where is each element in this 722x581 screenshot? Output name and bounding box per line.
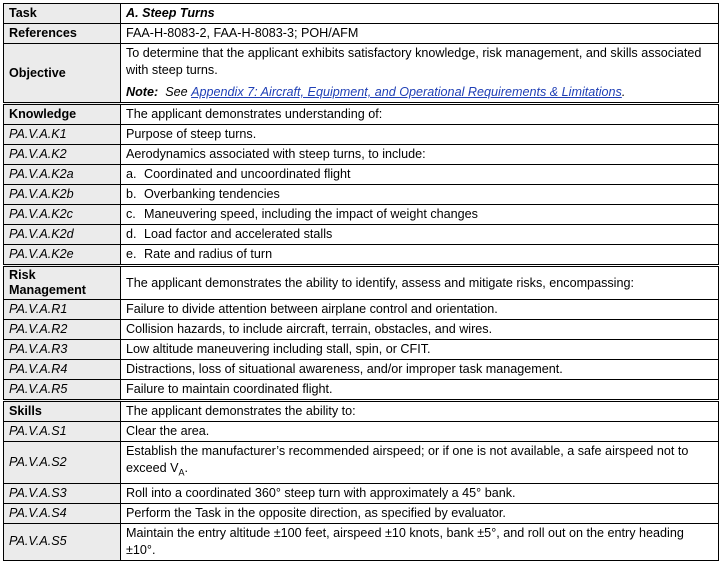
objective-text: To determine that the applicant exhibits satisfactory knowledge, risk management, and skills associated with steep turns. [126, 46, 702, 77]
note-label: Note: [126, 85, 159, 99]
sub-letter: c. [126, 207, 136, 221]
risk-label-line2: Management [9, 283, 86, 297]
sub-letter: e. [126, 247, 137, 261]
skills-header-row [4, 401, 719, 422]
sub-text: Overbanking tendencies [144, 187, 280, 201]
table-row [4, 225, 719, 245]
table-row [4, 380, 719, 401]
risk-intro: The applicant demonstrates the ability to identify, assess and mitigate risks, encompassing: [121, 266, 719, 300]
element-code: PA.V.A.K2d [4, 225, 121, 245]
element-code: PA.V.A.R2 [4, 320, 121, 340]
element-subtext [121, 245, 719, 266]
table-row [4, 185, 719, 205]
table-row [4, 300, 719, 320]
sub-letter: b. [126, 187, 137, 201]
table-row [4, 483, 719, 503]
table-row [4, 503, 719, 523]
note-suffix: . [621, 85, 626, 99]
sub-text: Rate and radius of turn [144, 247, 273, 261]
sub-text: Load factor and accelerated stalls [144, 227, 333, 241]
element-code: PA.V.A.K2c [4, 205, 121, 225]
element-code: PA.V.A.K2e [4, 245, 121, 266]
element-code: PA.V.A.S1 [4, 422, 121, 442]
element-text: Failure to maintain coordinated flight. [121, 380, 719, 401]
element-code: PA.V.A.R5 [4, 380, 121, 401]
objective-note [126, 84, 713, 101]
table-row [4, 523, 719, 560]
element-code: PA.V.A.S5 [4, 523, 121, 560]
element-code: PA.V.A.K2 [4, 145, 121, 165]
element-subtext [121, 185, 719, 205]
sub-text: Coordinated and uncoordinated flight [144, 167, 351, 181]
table-row [4, 245, 719, 266]
table-row [4, 340, 719, 360]
element-text: Purpose of steep turns. [121, 125, 719, 145]
skills-label: Skills [4, 401, 121, 422]
table-row [4, 422, 719, 442]
element-subtext [121, 225, 719, 245]
knowledge-label: Knowledge [4, 104, 121, 125]
skills-intro: The applicant demonstrates the ability to: [121, 401, 719, 422]
table-row [4, 145, 719, 165]
risk-header-row [4, 266, 719, 300]
acs-task-table [3, 3, 719, 561]
table-row [4, 360, 719, 380]
knowledge-intro: The applicant demonstrates understanding of: [121, 104, 719, 125]
table-row [4, 125, 719, 145]
table-row [4, 320, 719, 340]
risk-label-line1: Risk [9, 268, 36, 282]
note-prefix: See [165, 85, 188, 99]
references-row [4, 24, 719, 44]
element-text: Aerodynamics associated with steep turns, to include: [121, 145, 719, 165]
element-text: Establish the manufacturer’s recommended airspeed; or if one is not available, a safe airspeed not to exceed V [126, 444, 689, 475]
knowledge-header-row [4, 104, 719, 125]
task-label: Task [4, 4, 121, 24]
appendix-7-link[interactable]: Appendix 7: Aircraft, Equipment, and Operational Requirements & Limitations [191, 85, 622, 99]
element-code: PA.V.A.R4 [4, 360, 121, 380]
element-code: PA.V.A.K2b [4, 185, 121, 205]
sub-letter: a. [126, 167, 137, 181]
table-row [4, 165, 719, 185]
element-text-end: . [184, 461, 189, 475]
element-text: Distractions, loss of situational awareness, and/or improper task management. [121, 360, 719, 380]
sub-text: Maneuvering speed, including the impact of weight changes [144, 207, 478, 221]
element-code: PA.V.A.R3 [4, 340, 121, 360]
element-subtext [121, 205, 719, 225]
table-row [4, 205, 719, 225]
element-code: PA.V.A.K2a [4, 165, 121, 185]
task-title: A. Steep Turns [121, 4, 719, 24]
element-code: PA.V.A.K1 [4, 125, 121, 145]
element-text: Low altitude maneuvering including stall, spin, or CFIT. [121, 340, 719, 360]
element-text: Maintain the entry altitude ±100 feet, airspeed ±10 knots, bank ±5°, and roll out on the entry heading ±10°. [121, 523, 719, 560]
references-value: FAA-H-8083-2, FAA-H-8083-3; POH/AFM [121, 24, 719, 44]
element-text-with-subscript [121, 442, 719, 484]
objective-cell [121, 44, 719, 104]
risk-label [4, 266, 121, 300]
element-code: PA.V.A.S4 [4, 503, 121, 523]
task-row [4, 4, 719, 24]
airspeed-subscript: A [178, 467, 185, 478]
references-label: References [4, 24, 121, 44]
element-code: PA.V.A.S3 [4, 483, 121, 503]
element-text: Perform the Task in the opposite direction, as specified by evaluator. [121, 503, 719, 523]
element-code: PA.V.A.S2 [4, 442, 121, 484]
element-code: PA.V.A.R1 [4, 300, 121, 320]
sub-letter: d. [126, 227, 137, 241]
table-row [4, 442, 719, 484]
objective-row [4, 44, 719, 104]
element-text: Collision hazards, to include aircraft, terrain, obstacles, and wires. [121, 320, 719, 340]
element-subtext [121, 165, 719, 185]
element-text: Clear the area. [121, 422, 719, 442]
element-text: Roll into a coordinated 360° steep turn with approximately a 45° bank. [121, 483, 719, 503]
element-text: Failure to divide attention between airplane control and orientation. [121, 300, 719, 320]
objective-label: Objective [4, 44, 121, 104]
